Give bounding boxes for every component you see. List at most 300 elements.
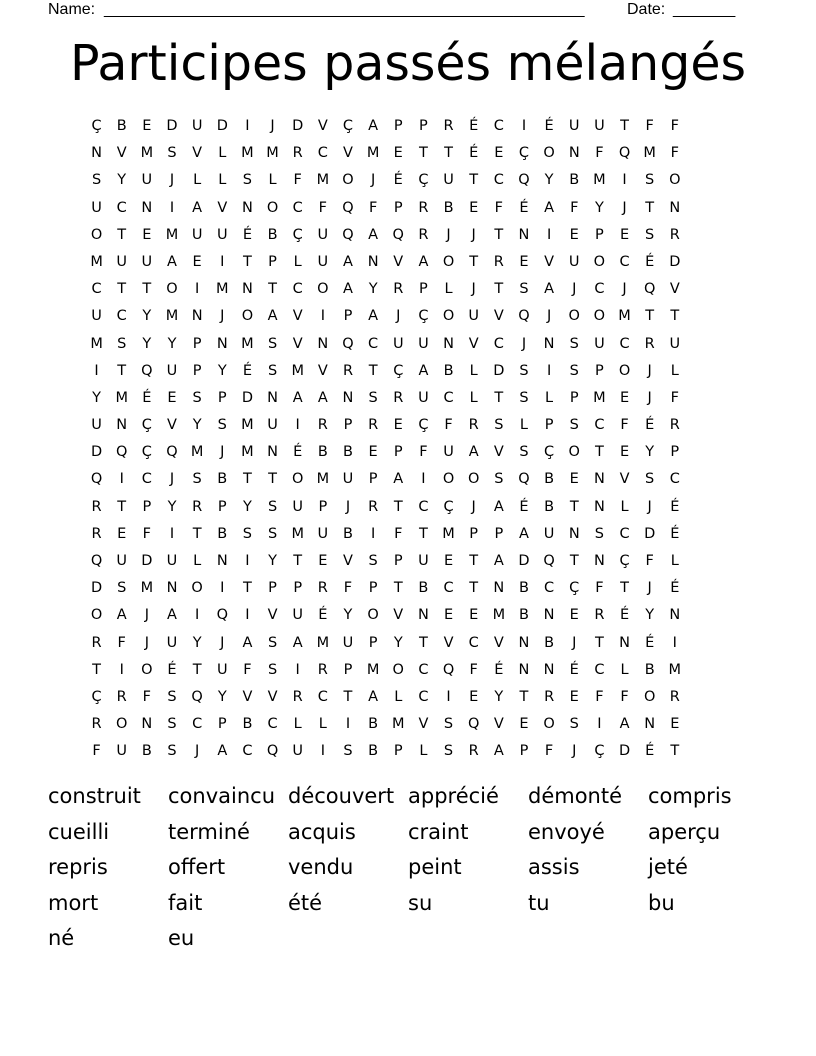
- grid-letter: R: [91, 716, 102, 733]
- grid-letter: J: [345, 498, 351, 515]
- grid-letter: U: [292, 743, 303, 760]
- grid-letter: E: [569, 471, 579, 488]
- grid-letter: É: [242, 362, 252, 379]
- grid-letter: T: [519, 688, 529, 705]
- grid-row: [84, 738, 734, 765]
- grid-letter: A: [317, 389, 328, 406]
- grid-letter: O: [191, 580, 203, 597]
- grid-letter: M: [643, 145, 656, 162]
- grid-letter: A: [267, 308, 278, 325]
- word-bank-item: bu: [648, 890, 675, 915]
- grid-letter: E: [619, 389, 630, 406]
- word-bank-row: [48, 779, 768, 815]
- grid-letter: I: [546, 362, 552, 379]
- grid-letter: A: [368, 118, 379, 134]
- grid-letter: J: [622, 199, 627, 216]
- grid-letter: N: [593, 471, 605, 488]
- grid-letter: J: [169, 471, 175, 488]
- grid-letter: S: [217, 417, 227, 434]
- grid-letter: Y: [242, 498, 252, 515]
- grid-row: [84, 167, 734, 194]
- grid-letter: Y: [544, 172, 554, 189]
- grid-letter: T: [92, 661, 101, 678]
- grid-letter: N: [216, 553, 228, 569]
- grid-letter: B: [217, 525, 228, 542]
- grid-letter: A: [519, 525, 529, 542]
- grid-letter: L: [545, 389, 554, 406]
- grid-letter: U: [91, 417, 102, 434]
- grid-letter: S: [519, 444, 529, 461]
- grid-letter: N: [443, 335, 454, 352]
- grid-letter: L: [193, 172, 202, 189]
- grid-letter: E: [519, 716, 529, 733]
- grid-letter: R: [468, 417, 479, 434]
- grid-letter: L: [519, 417, 528, 434]
- word-bank-item: repris: [48, 855, 108, 880]
- grid-letter: N: [644, 716, 656, 733]
- grid-letter: J: [144, 607, 149, 624]
- grid-letter: T: [670, 308, 680, 325]
- grid-letter: P: [368, 471, 378, 488]
- grid-letter: Ç: [418, 308, 429, 325]
- grid-letter: U: [342, 634, 354, 651]
- grid-letter: S: [519, 362, 529, 379]
- grid-letter: C: [192, 716, 203, 733]
- grid-letter: A: [343, 253, 353, 270]
- grid-letter: I: [295, 417, 300, 434]
- grid-letter: B: [267, 226, 278, 243]
- grid-letter: M: [593, 172, 606, 189]
- grid-letter: D: [166, 118, 178, 134]
- grid-letter: M: [241, 335, 254, 352]
- grid-letter: F: [595, 145, 604, 162]
- grid-letter: V: [292, 308, 303, 325]
- grid-letter: C: [493, 172, 504, 189]
- grid-letter: B: [518, 607, 529, 624]
- grid-letter: T: [268, 471, 277, 488]
- grid-letter: Q: [618, 145, 631, 162]
- grid-letter: C: [619, 253, 630, 270]
- grid-letter: J: [647, 498, 652, 515]
- grid-letter: P: [192, 362, 202, 379]
- grid-letter: I: [320, 308, 325, 325]
- grid-letter: F: [318, 199, 327, 216]
- grid-letter: R: [317, 417, 328, 434]
- grid-letter: O: [367, 607, 379, 624]
- grid-letter: U: [594, 118, 605, 134]
- grid-row: [84, 494, 734, 521]
- grid-letter: T: [117, 362, 127, 379]
- grid-letter: U: [166, 362, 178, 379]
- grid-letter: B: [569, 172, 580, 189]
- grid-letter: Q: [467, 716, 480, 733]
- grid-letter: É: [569, 661, 579, 678]
- grid-letter: S: [192, 471, 202, 488]
- grid-letter: R: [393, 389, 404, 406]
- grid-letter: L: [268, 172, 277, 189]
- grid-letter: P: [217, 498, 227, 515]
- grid-letter: T: [117, 226, 127, 243]
- grid-letter: P: [217, 716, 227, 733]
- grid-letter: Y: [645, 444, 655, 461]
- grid-letter: R: [393, 281, 404, 298]
- grid-letter: I: [370, 525, 376, 542]
- grid-letter: A: [343, 281, 353, 298]
- grid-letter: Y: [142, 335, 152, 352]
- grid-letter: V: [493, 634, 504, 651]
- grid-letter: F: [620, 688, 629, 705]
- grid-letter: D: [216, 118, 228, 134]
- grid-letter: C: [443, 580, 454, 597]
- grid-letter: L: [318, 716, 327, 733]
- grid-letter: U: [267, 417, 278, 434]
- grid-letter: Ç: [91, 118, 102, 134]
- grid-letter: M: [291, 525, 304, 542]
- grid-letter: Ç: [418, 172, 429, 189]
- word-bank-item: offert: [168, 855, 226, 880]
- grid-letter: A: [493, 498, 504, 515]
- grid-letter: S: [242, 525, 253, 542]
- grid-letter: É: [645, 743, 655, 760]
- grid-letter: U: [191, 226, 203, 243]
- grid-letter: P: [670, 444, 680, 461]
- grid-letter: E: [443, 553, 454, 569]
- grid-letter: Q: [166, 444, 178, 461]
- grid-letter: P: [368, 634, 378, 651]
- grid-letter: R: [544, 688, 555, 705]
- grid-letter: É: [167, 661, 177, 678]
- grid-letter: P: [544, 417, 554, 434]
- grid-letter: A: [217, 743, 228, 760]
- grid-letter: É: [293, 444, 303, 461]
- grid-letter: S: [267, 661, 278, 678]
- grid-letter: D: [644, 525, 656, 542]
- grid-letter: Ç: [141, 444, 152, 461]
- grid-letter: C: [116, 308, 127, 325]
- grid-letter: J: [270, 118, 275, 134]
- grid-letter: U: [191, 118, 203, 134]
- grid-letter: N: [216, 335, 228, 352]
- grid-letter: I: [169, 525, 175, 542]
- grid-letter: C: [141, 471, 152, 488]
- grid-letter: B: [317, 444, 328, 461]
- grid-letter: U: [392, 335, 404, 352]
- grid-letter: T: [594, 634, 604, 651]
- grid-letter: Q: [266, 743, 279, 760]
- grid-letter: R: [317, 661, 328, 678]
- grid-row: [84, 684, 734, 711]
- grid-letter: L: [394, 688, 403, 705]
- grid-letter: É: [519, 498, 529, 515]
- grid-letter: T: [444, 145, 453, 162]
- grid-letter: R: [91, 498, 102, 515]
- grid-letter: V: [418, 716, 429, 733]
- grid-letter: S: [167, 145, 177, 162]
- worksheet-header: [48, 0, 748, 20]
- grid-letter: B: [141, 743, 152, 760]
- name-label: Name:: [48, 1, 96, 18]
- grid-letter: P: [343, 661, 353, 678]
- grid-letter: S: [519, 389, 529, 406]
- grid-letter: É: [645, 253, 655, 270]
- grid-letter: M: [668, 661, 682, 678]
- grid-letter: C: [544, 580, 555, 597]
- grid-letter: Ç: [141, 417, 152, 434]
- grid-letter: M: [366, 661, 380, 678]
- grid-letter: V: [167, 417, 177, 434]
- grid-row: [84, 249, 734, 276]
- grid-row: [84, 412, 734, 439]
- grid-letter: O: [442, 308, 455, 325]
- grid-letter: Q: [191, 688, 203, 705]
- grid-letter: J: [194, 743, 200, 760]
- grid-letter: S: [267, 362, 278, 379]
- grid-letter: S: [569, 335, 579, 352]
- grid-letter: S: [443, 716, 454, 733]
- grid-letter: R: [292, 688, 303, 705]
- grid-letter: M: [366, 145, 380, 162]
- grid-letter: B: [217, 471, 228, 488]
- grid-letter: I: [194, 607, 200, 624]
- grid-letter: F: [444, 417, 453, 434]
- grid-letter: É: [619, 607, 630, 624]
- grid-letter: O: [568, 308, 580, 325]
- grid-letter: U: [443, 444, 454, 461]
- grid-letter: I: [622, 172, 627, 189]
- grid-letter: R: [91, 634, 102, 651]
- grid-letter: V: [343, 553, 353, 569]
- grid-letter: E: [443, 607, 454, 624]
- grid-letter: N: [241, 199, 253, 216]
- word-bank-item: fait: [168, 890, 203, 915]
- grid-row: [84, 140, 734, 167]
- grid-letter: U: [116, 743, 128, 760]
- grid-letter: E: [393, 417, 403, 434]
- word-bank-item: su: [408, 890, 433, 915]
- grid-letter: O: [442, 253, 455, 270]
- grid-letter: R: [317, 580, 328, 597]
- grid-letter: L: [193, 553, 202, 569]
- grid-letter: V: [242, 688, 253, 705]
- grid-letter: U: [317, 226, 329, 243]
- grid-letter: C: [292, 281, 303, 298]
- grid-letter: C: [594, 661, 605, 678]
- grid-letter: O: [442, 471, 455, 488]
- grid-letter: L: [293, 716, 302, 733]
- grid-letter: J: [396, 308, 401, 325]
- word-bank-item: eu: [168, 926, 195, 951]
- grid-letter: T: [117, 281, 127, 298]
- grid-letter: Q: [442, 661, 455, 678]
- grid-letter: L: [218, 145, 227, 162]
- grid-letter: S: [645, 226, 655, 243]
- grid-letter: R: [669, 417, 680, 434]
- grid-letter: N: [543, 607, 555, 624]
- grid-letter: I: [597, 716, 602, 733]
- grid-letter: T: [469, 172, 479, 189]
- grid-letter: C: [317, 145, 328, 162]
- grid-letter: R: [443, 118, 454, 134]
- grid-letter: P: [343, 308, 353, 325]
- grid-row: [84, 331, 734, 358]
- grid-letter: Ç: [518, 145, 530, 162]
- grid-letter: R: [91, 525, 102, 542]
- name-blank-line: ______________________________________________________: [104, 1, 585, 18]
- grid-letter: Y: [268, 553, 277, 569]
- grid-letter: T: [242, 253, 252, 270]
- grid-letter: N: [593, 553, 605, 569]
- grid-letter: O: [593, 308, 606, 325]
- grid-letter: T: [117, 498, 127, 515]
- grid-letter: Ç: [91, 688, 102, 705]
- grid-letter: T: [242, 580, 252, 597]
- grid-letter: L: [419, 743, 428, 760]
- grid-letter: R: [468, 743, 479, 760]
- grid-letter: T: [494, 281, 504, 298]
- grid-letter: A: [619, 716, 630, 733]
- grid-letter: I: [546, 226, 552, 243]
- grid-letter: E: [142, 118, 152, 134]
- grid-letter: M: [90, 335, 103, 352]
- grid-letter: Q: [643, 281, 656, 298]
- grid-letter: N: [543, 335, 555, 352]
- grid-letter: I: [421, 471, 426, 488]
- grid-letter: S: [645, 172, 655, 189]
- grid-letter: E: [469, 607, 479, 624]
- grid-row: [84, 195, 734, 222]
- grid-letter: O: [317, 281, 329, 298]
- grid-letter: M: [316, 634, 330, 651]
- grid-letter: N: [619, 634, 630, 651]
- grid-letter: U: [292, 498, 303, 515]
- grid-letter: U: [216, 226, 228, 243]
- grid-letter: R: [644, 335, 655, 352]
- grid-letter: V: [544, 253, 555, 270]
- grid-row: [84, 602, 734, 629]
- grid-letter: Q: [342, 335, 354, 352]
- grid-letter: N: [367, 253, 379, 270]
- grid-letter: A: [418, 253, 429, 270]
- grid-letter: C: [317, 688, 328, 705]
- grid-letter: A: [418, 362, 429, 379]
- grid-letter: C: [292, 199, 303, 216]
- grid-letter: V: [267, 688, 278, 705]
- grid-letter: N: [116, 417, 128, 434]
- grid-letter: O: [141, 661, 153, 678]
- word-bank-item: craint: [408, 819, 469, 844]
- grid-letter: C: [116, 199, 127, 216]
- grid-letter: S: [569, 362, 579, 379]
- grid-letter: N: [543, 661, 555, 678]
- grid-letter: Ç: [342, 118, 354, 134]
- grid-letter: E: [619, 444, 630, 461]
- grid-letter: P: [469, 525, 479, 542]
- grid-letter: C: [418, 498, 429, 515]
- grid-letter: B: [368, 716, 379, 733]
- grid-row: [84, 439, 734, 466]
- grid-letter: C: [619, 335, 630, 352]
- grid-letter: I: [119, 661, 124, 678]
- grid-letter: M: [316, 172, 330, 189]
- grid-letter: R: [594, 607, 605, 624]
- grid-letter: Q: [392, 226, 404, 243]
- word-bank-row: [48, 921, 768, 957]
- grid-letter: I: [119, 471, 124, 488]
- grid-letter: É: [645, 634, 655, 651]
- grid-letter: P: [595, 226, 604, 243]
- word-bank-item: acquis: [288, 819, 356, 844]
- grid-letter: N: [317, 335, 329, 352]
- grid-letter: T: [645, 199, 655, 216]
- grid-letter: A: [493, 743, 504, 760]
- grid-letter: Q: [518, 308, 530, 325]
- grid-letter: V: [292, 335, 303, 352]
- grid-letter: Q: [90, 471, 103, 488]
- grid-letter: N: [568, 525, 580, 542]
- grid-letter: J: [446, 226, 451, 243]
- grid-letter: Ç: [393, 362, 404, 379]
- grid-letter: B: [418, 580, 429, 597]
- grid-letter: Ç: [619, 553, 630, 569]
- word-bank-item: construit: [48, 784, 141, 808]
- grid-letter: V: [493, 716, 504, 733]
- grid-letter: P: [217, 389, 227, 406]
- grid-letter: U: [543, 525, 555, 542]
- grid-letter: N: [417, 607, 429, 624]
- grid-letter: T: [393, 498, 403, 515]
- grid-letter: Y: [494, 688, 504, 705]
- grid-letter: D: [493, 362, 505, 379]
- grid-letter: Q: [90, 553, 103, 569]
- grid-letter: C: [242, 743, 253, 760]
- grid-letter: T: [418, 634, 428, 651]
- grid-letter: Y: [167, 498, 177, 515]
- grid-row: [84, 113, 734, 140]
- grid-letter: T: [268, 281, 277, 298]
- grid-letter: J: [647, 389, 652, 406]
- grid-letter: F: [620, 417, 629, 434]
- grid-letter: S: [117, 335, 127, 352]
- grid-letter: E: [519, 253, 529, 270]
- grid-letter: R: [368, 417, 379, 434]
- grid-letter: O: [90, 226, 103, 243]
- grid-letter: F: [670, 389, 679, 406]
- letter-grid: [84, 113, 734, 766]
- grid-letter: O: [543, 145, 555, 162]
- grid-letter: B: [443, 199, 454, 216]
- grid-letter: I: [245, 607, 250, 624]
- grid-letter: J: [572, 743, 577, 760]
- grid-letter: Y: [117, 172, 127, 189]
- grid-letter: E: [469, 199, 479, 216]
- word-bank-item: compris: [648, 784, 732, 808]
- grid-letter: P: [393, 743, 403, 760]
- grid-letter: J: [572, 281, 577, 298]
- grid-letter: S: [192, 389, 202, 406]
- grid-letter: L: [620, 498, 629, 515]
- grid-letter: A: [368, 688, 379, 705]
- grid-letter: T: [469, 580, 479, 597]
- grid-letter: L: [218, 172, 227, 189]
- grid-letter: A: [167, 607, 177, 624]
- grid-letter: T: [494, 226, 504, 243]
- grid-letter: R: [493, 253, 504, 270]
- grid-letter: Y: [167, 335, 177, 352]
- grid-letter: P: [393, 553, 403, 569]
- grid-letter: C: [443, 389, 454, 406]
- grid-row: [84, 466, 734, 493]
- grid-letter: B: [518, 580, 529, 597]
